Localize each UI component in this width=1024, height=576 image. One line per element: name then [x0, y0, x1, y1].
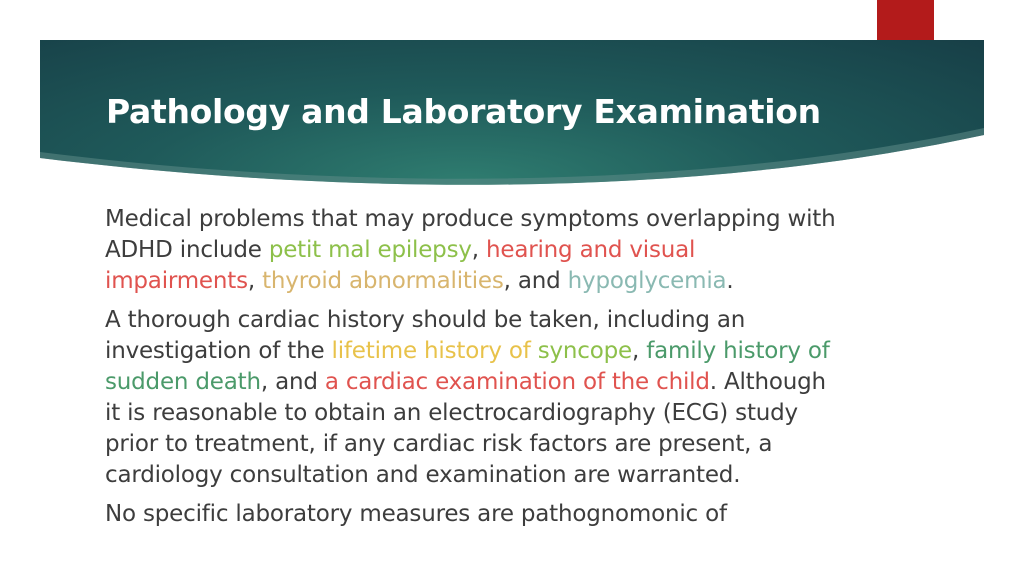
paragraph-cardiac-history [105, 305, 845, 491]
text-run: A thorough cardiac history should be taken, including an investigation of the [105, 307, 746, 364]
highlight-family-history: family history of sudden death [105, 338, 830, 395]
text-run: Medical problems that may produce symptoms overlapping with ADHD include [105, 206, 836, 263]
slide-body [105, 204, 845, 538]
text-run: . [726, 268, 734, 294]
highlight-hypoglycemia: hypoglycemia [567, 268, 727, 294]
text-run: , [631, 338, 647, 364]
highlight-thyroid: thyroid abnormalities [262, 268, 504, 294]
title-banner [40, 40, 984, 190]
highlight-petit-mal: petit mal epilepsy [268, 237, 472, 263]
text-run: , and [260, 369, 325, 395]
paragraph-laboratory-measures [105, 499, 845, 530]
text-run: , and [503, 268, 568, 294]
highlight-syncope: syncope [537, 338, 632, 364]
slide-title: Pathology and Laboratory Examination [106, 92, 821, 131]
highlight-cardiac-exam: a cardiac examination of the child [324, 369, 710, 395]
highlight-lifetime-history: lifetime history of [331, 338, 538, 364]
text-run: , [247, 268, 263, 294]
highlight-hearing-visual: hearing and visual impairments [105, 237, 696, 294]
text-run: . Although it is reasonable to obtain an electrocardiography (ECG) study prior to treatment, if any cardiac risk factors are present, a cardiology consultation and examination are warranted. [105, 369, 826, 488]
text-run: No specific laboratory measures are pathognomonic of [105, 501, 727, 527]
paragraph-adhd-differentials [105, 204, 845, 297]
text-run: , [471, 237, 487, 263]
